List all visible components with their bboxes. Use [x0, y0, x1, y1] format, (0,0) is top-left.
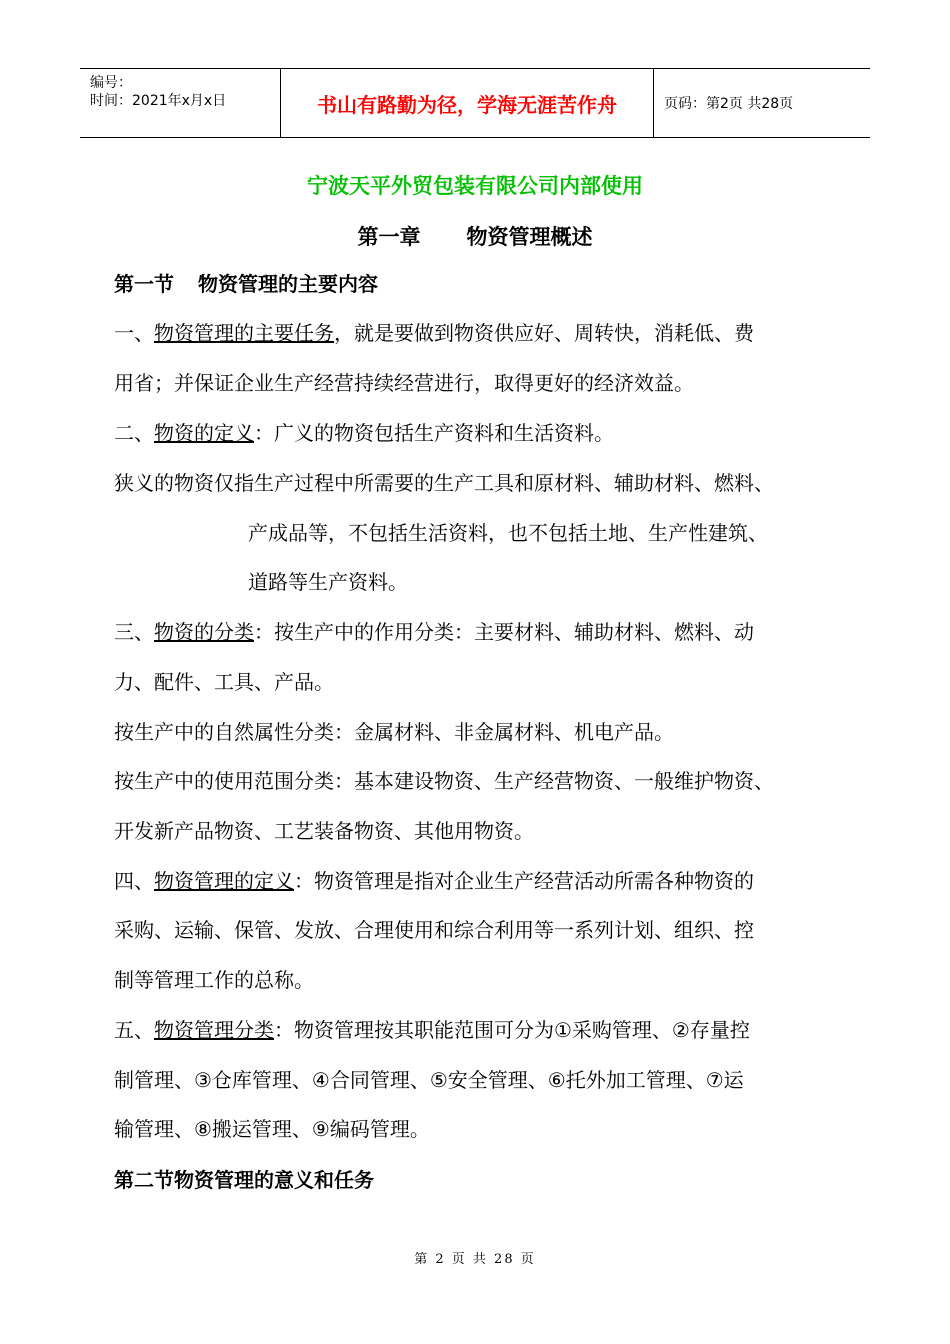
item-term: 物资管理的定义	[154, 869, 294, 893]
item-term: 物资的分类	[154, 620, 254, 644]
item-text: ：广义的物资包括生产资料和生活资料。	[254, 421, 614, 445]
paragraph-2-line-4: 道路等生产资料。	[248, 570, 408, 594]
paragraph-4-line-3: 制等管理工作的总称。	[114, 968, 314, 992]
company-title: 宁波天平外贸包装有限公司内部使用	[307, 174, 643, 198]
paragraph-5-line-2: 制管理、③仓库管理、④合同管理、⑤安全管理、⑥托外加工管理、⑦运	[114, 1068, 744, 1092]
document-number-label: 编号：	[90, 75, 132, 91]
item-prefix: 二、	[114, 421, 154, 445]
item-term: 物资管理分类	[154, 1018, 274, 1042]
paragraph-2-line-2: 狭义的物资仅指生产过程中所需要的生产工具和原材料、辅助材料、燃料、	[114, 471, 774, 495]
item-text: ：物资管理按其职能范围可分为①采购管理、②存量控	[274, 1018, 750, 1042]
item-prefix: 一、	[114, 321, 154, 345]
paragraph-3-continuation: 力、配件、工具、产品。	[114, 670, 334, 694]
item-prefix: 五、	[114, 1018, 154, 1042]
paragraph-3	[114, 618, 754, 646]
chapter-title: 物资管理概述	[466, 225, 593, 249]
header-page-info: 页码：第2页 共28页	[664, 96, 794, 112]
header-meta-cell	[80, 69, 281, 137]
chapter-number: 第一章	[357, 225, 421, 249]
header-motto: 书山有路勤为径，学海无涯苦作舟	[281, 69, 654, 137]
section-1-heading	[114, 270, 378, 298]
paragraph-2	[114, 419, 614, 447]
item-text: ：按生产中的作用分类：主要材料、辅助材料、燃料、动	[254, 620, 754, 644]
paragraph-3-line-5: 开发新产品物资、工艺装备物资、其他用物资。	[114, 819, 534, 843]
paragraph-5-line-3: 输管理、⑧搬运管理、⑨编码管理。	[114, 1117, 430, 1141]
section-1-number: 第一节	[114, 272, 174, 296]
header-table	[80, 68, 870, 138]
paragraph-4-line-2: 采购、运输、保管、发放、合理使用和综合利用等一系列计划、组织、控	[114, 918, 754, 942]
section-2-heading: 第二节物资管理的意义和任务	[114, 1168, 374, 1192]
item-term: 物资的定义	[154, 421, 254, 445]
paragraph-3-line-3: 按生产中的自然属性分类：金属材料、非金属材料、机电产品。	[114, 720, 674, 744]
document-time-label: 时间：2021年x月x日	[90, 93, 227, 109]
page-footer: 第 2 页 共 28 页	[414, 1252, 536, 1267]
item-prefix: 四、	[114, 869, 154, 893]
chapter-heading	[0, 221, 950, 251]
paragraph-5	[114, 1016, 750, 1044]
item-text: ，就是要做到物资供应好、周转快，消耗低、费	[334, 321, 754, 345]
paragraph-4	[114, 867, 754, 895]
item-term: 物资管理的主要任务	[154, 321, 334, 345]
paragraph-1-continuation: 用省；并保证企业生产经营持续经营进行，取得更好的经济效益。	[114, 371, 694, 395]
item-text: ：物资管理是指对企业生产经营活动所需各种物资的	[294, 869, 754, 893]
section-1-title: 物资管理的主要内容	[198, 272, 378, 296]
item-prefix: 三、	[114, 620, 154, 644]
paragraph-3-line-4: 按生产中的使用范围分类：基本建设物资、生产经营物资、一般维护物资、	[114, 769, 774, 793]
paragraph-1	[114, 319, 754, 347]
paragraph-2-line-3: 产成品等，不包括生活资料，也不包括土地、生产性建筑、	[248, 521, 768, 545]
